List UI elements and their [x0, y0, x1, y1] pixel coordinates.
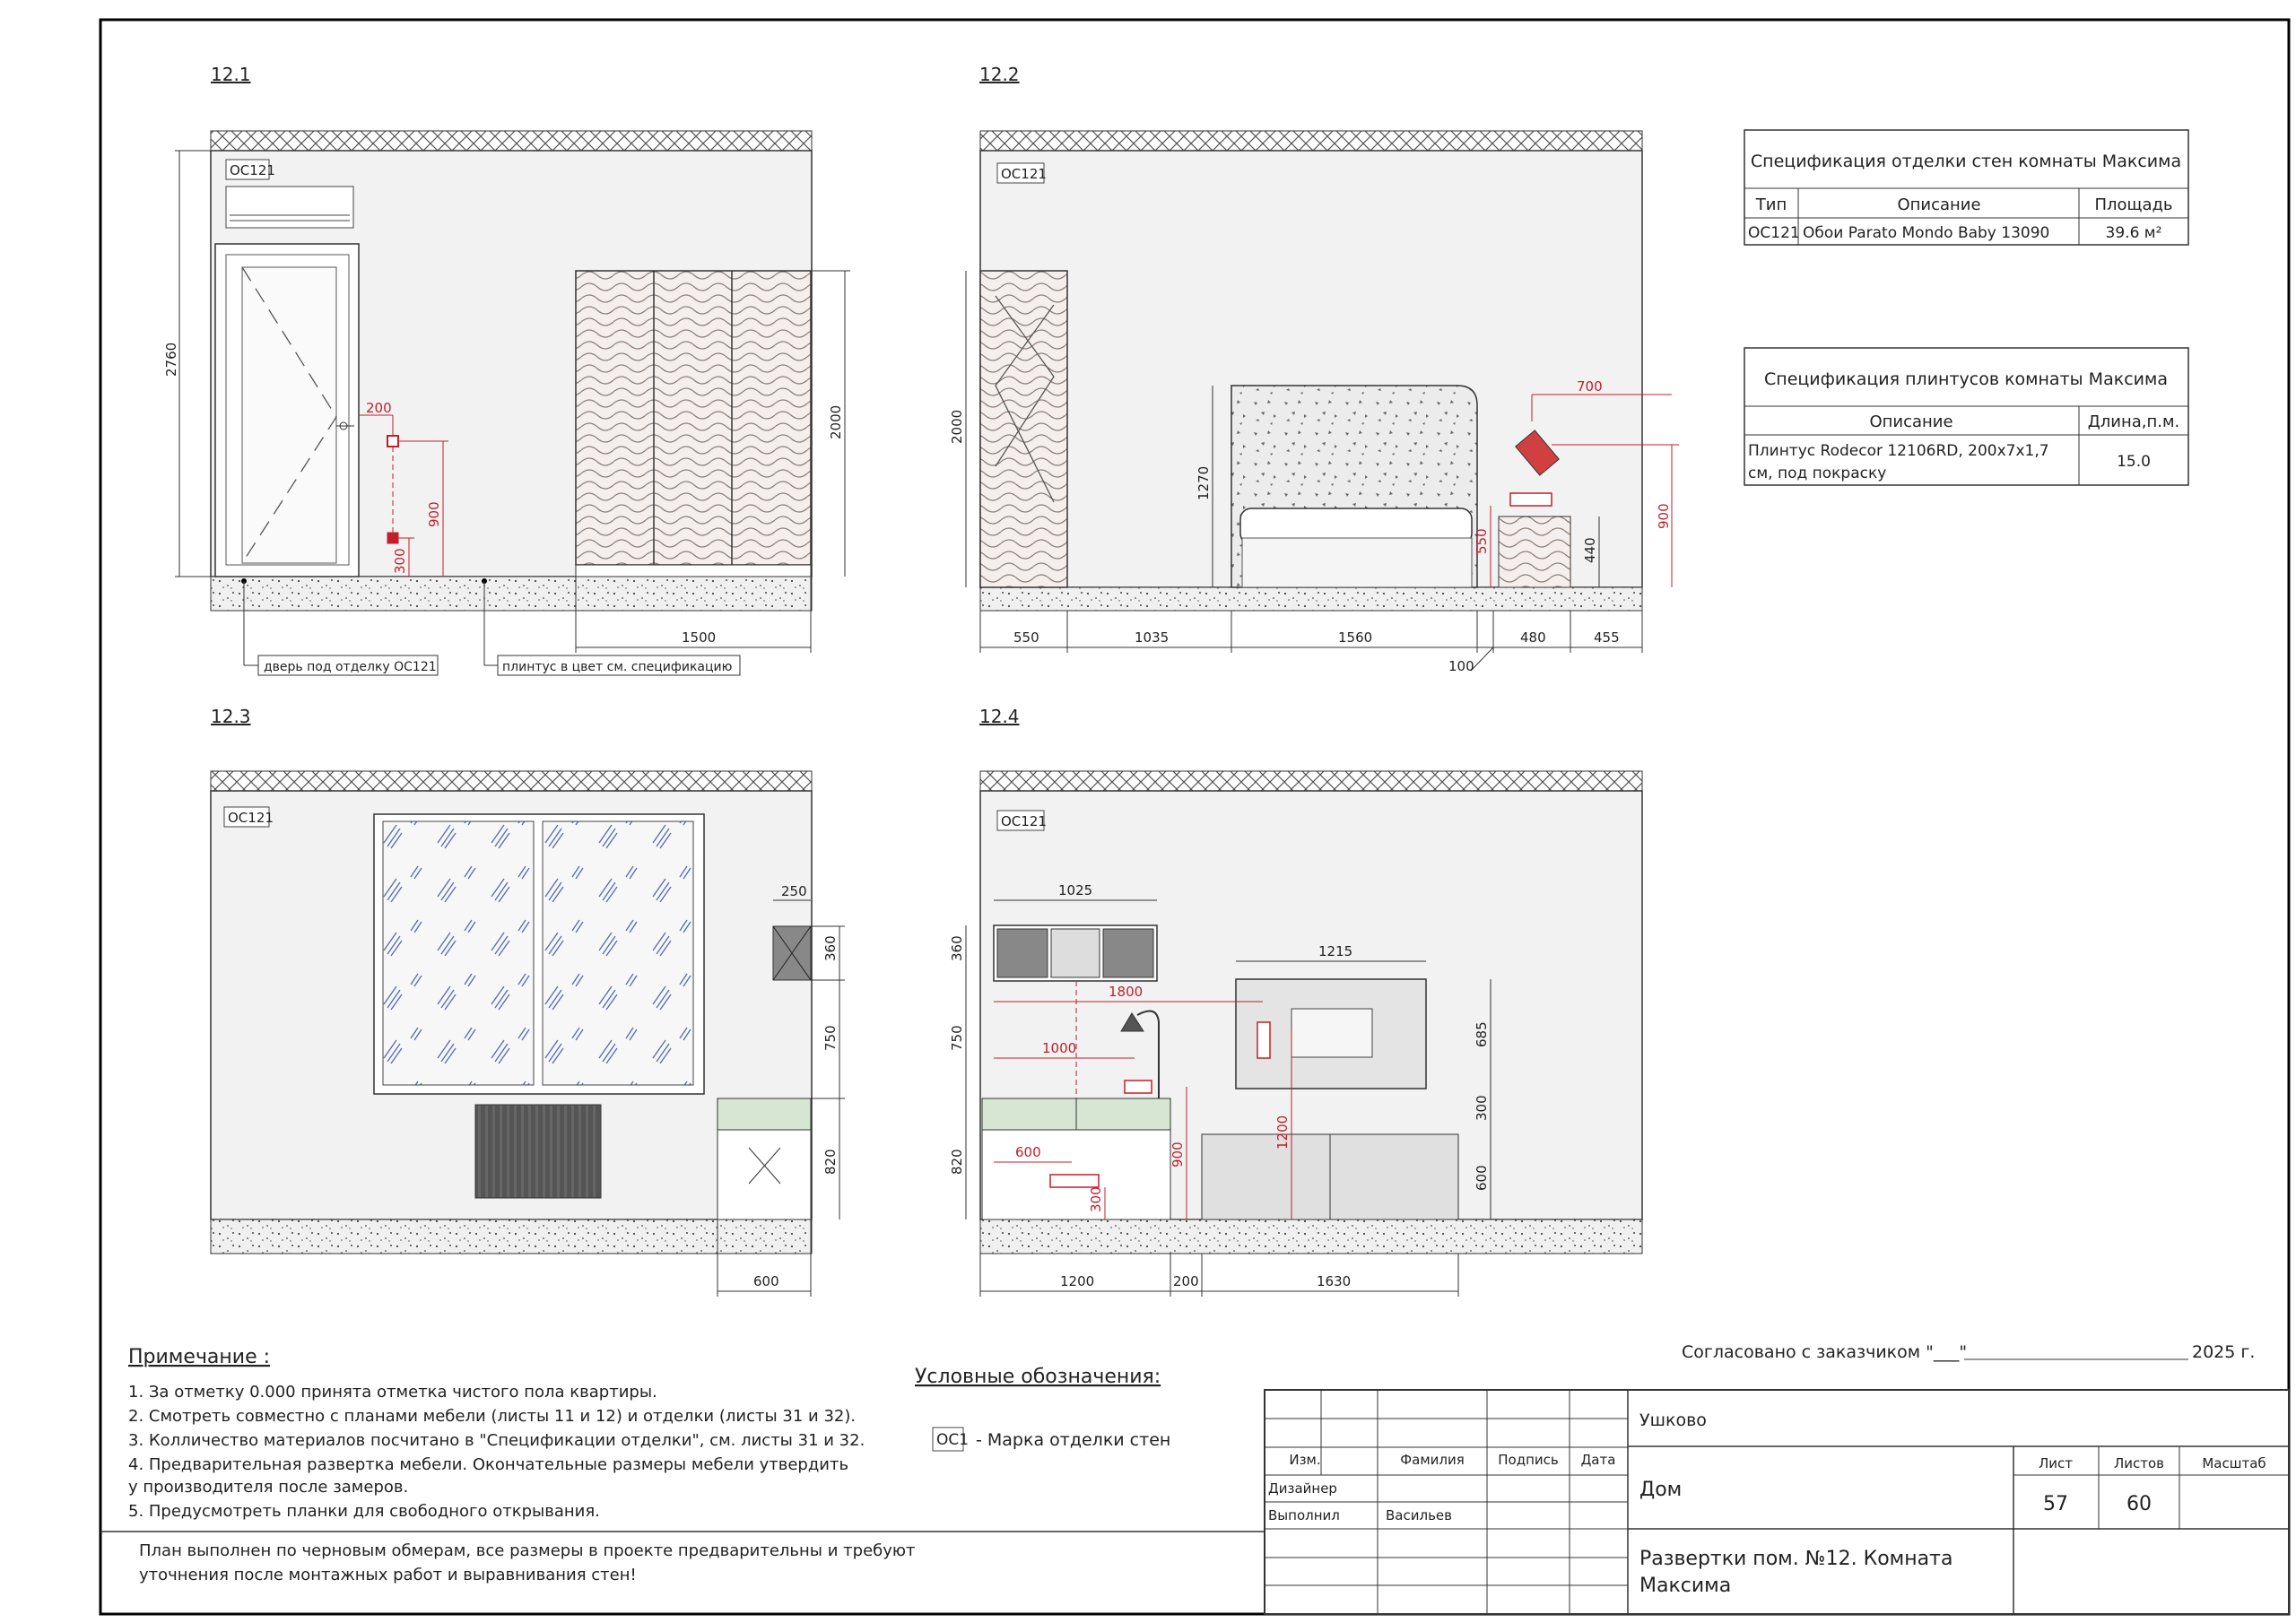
finish-mark-label: ОС121: [1001, 166, 1047, 182]
wall-spec-type: ОС121: [1748, 224, 1800, 242]
dim-bot2: 200: [1173, 1273, 1199, 1289]
dim-socket-h2: 300: [392, 548, 408, 574]
tb-col-izm: Изм.: [1289, 1452, 1321, 1468]
tb-col-name: Фамилия: [1400, 1452, 1465, 1468]
legend-title: Условные обозначения:: [915, 1366, 1161, 1388]
plinth-spec-title: Спецификация плинтусов комнаты Максима: [1764, 369, 2168, 389]
finish-mark-label: ОС121: [230, 162, 275, 178]
tb-col-sign: Подпись: [1498, 1452, 1559, 1468]
note-1: 1. За отметку 0.000 принята отметка чистого пола квартиры.: [128, 1383, 657, 1402]
disclaimer-1: План выполнен по черновым обмерам, все размеры в проекте предварительны и требуют: [139, 1541, 916, 1560]
dim-wardrobe-h: 2000: [828, 404, 844, 439]
dim-shelf-w: 1025: [1058, 882, 1093, 898]
view-label: 12.3: [211, 706, 251, 727]
dim-wall-height: 2760: [163, 342, 179, 377]
table-top: [718, 1098, 811, 1130]
wardrobe-side: [980, 271, 1067, 587]
dim-night-sock: 550: [1474, 528, 1490, 554]
tb-list-label: Лист: [2038, 1455, 2074, 1471]
wall-spec-area: 39.6 м²: [2105, 224, 2162, 242]
tb-scale-label: Масштаб: [2202, 1455, 2266, 1471]
dim-night-h: 440: [1582, 537, 1598, 563]
dim-low: 820: [949, 1149, 965, 1175]
plinth-spec-desc2: см, под покраску: [1748, 464, 1887, 482]
finish-mark-label: ОС121: [1001, 813, 1047, 829]
view-label: 12.4: [979, 706, 1020, 727]
wall-spec-h2: Описание: [1897, 195, 1981, 214]
dim-bot3: 1630: [1317, 1273, 1352, 1289]
plinth-spec-len: 15.0: [2117, 453, 2151, 471]
dim-b3: 1560: [1338, 629, 1373, 646]
dim-900: 900: [1170, 1141, 1186, 1167]
elevation-12-3: [211, 706, 845, 1297]
dim-b2: 1035: [1135, 629, 1170, 646]
tb-col-date: Дата: [1580, 1452, 1616, 1468]
disclaimer-2: уточнения после монтажных работ и выравнивания стен!: [139, 1566, 637, 1584]
dim-wardrobe-w: 1500: [682, 629, 717, 646]
dim-b4: 100: [1448, 658, 1474, 674]
wall-spec-title: Спецификация отделки стен комнаты Максима: [1750, 152, 2182, 171]
dim-lamp-h: 900: [1656, 503, 1672, 529]
callout-door-text: дверь под отделку ОС121: [264, 660, 437, 674]
note-3: 3. Колличество материалов посчитано в "Спецификации отделки", см. листы 31 и 32.: [128, 1431, 865, 1450]
tb-author-name: Васильев: [1386, 1507, 1452, 1523]
approval-suffix: 2025 г.: [2192, 1342, 2256, 1362]
dim-1800: 1800: [1109, 984, 1144, 1000]
dim-lamp-offset: 700: [1577, 378, 1603, 395]
plinth-spec-table: [1744, 348, 2188, 485]
radiator: [475, 1105, 601, 1198]
sockets-icon: [1510, 493, 1552, 506]
floor-slab: [211, 577, 812, 611]
elevation-12-4: [949, 706, 1642, 1297]
dim-mid: 750: [949, 1025, 965, 1051]
dim-shelf-h: 360: [949, 935, 965, 961]
dim-table-h: 820: [822, 1149, 839, 1175]
nightstand: [1499, 516, 1570, 587]
dim-1000: 1000: [1042, 1040, 1077, 1056]
dim-tv-h: 685: [1474, 1021, 1490, 1047]
dim-table-w: 600: [753, 1273, 779, 1289]
dim-b1: 550: [1013, 629, 1039, 646]
dim-b6: 455: [1594, 629, 1620, 646]
note-5: 5. Предусмотреть планки для свободного открывания.: [128, 1502, 600, 1521]
legend-text: - Марка отделки стен: [976, 1430, 1171, 1450]
tb-row-designer: Дизайнер: [1268, 1480, 1337, 1497]
tb-lists-label: Листов: [2113, 1455, 2165, 1471]
plinth-spec-h2: Длина,п.м.: [2087, 412, 2180, 431]
wall-spec-table: [1744, 130, 2188, 245]
dim-cab-h: 2000: [949, 409, 965, 444]
tb-row-author: Выполнил: [1268, 1507, 1340, 1523]
dim-gap: 750: [822, 1025, 839, 1051]
note-4: 4. Предварительная развертка мебели. Окончательные размеры мебели утвердить: [128, 1455, 849, 1474]
dim-box-h: 360: [822, 935, 839, 961]
approval-prefix: Согласовано с заказчиком "___": [1682, 1342, 1968, 1362]
tb-sheet-title-1: Развертки пом. №12. Комната: [1639, 1548, 1953, 1570]
elevation-12-1: [163, 64, 850, 675]
dim-gap300: 300: [1474, 1095, 1490, 1121]
tb-project: Ушково: [1639, 1410, 1707, 1430]
dim-sofa-h: 600: [1474, 1165, 1490, 1191]
legend-mark: ОС1: [936, 1431, 970, 1449]
wall-spec-h3: Площадь: [2094, 195, 2173, 214]
wardrobe: [576, 271, 811, 565]
socket-icon: [387, 436, 398, 447]
finish-mark-label: ОС121: [228, 810, 274, 826]
elevation-12-2: [949, 64, 1679, 674]
callout-plinth-text: плинтус в цвет см. спецификацию: [502, 660, 733, 674]
view-label: 12.1: [211, 64, 251, 85]
dim-bed-h: 1270: [1196, 465, 1212, 500]
notes-title: Примечание :: [128, 1346, 271, 1368]
air-conditioner: [226, 187, 353, 228]
dim-600: 600: [1015, 1144, 1041, 1160]
ceiling-hatch: [211, 131, 812, 151]
plinth-spec-h1: Описание: [1869, 412, 1953, 431]
dim-b5: 480: [1520, 629, 1546, 646]
dim-bot1: 1200: [1060, 1273, 1095, 1289]
tb-object: Дом: [1639, 1479, 1683, 1501]
tb-list-value: 57: [2043, 1493, 2068, 1515]
wall-spec-h1: Тип: [1755, 195, 1787, 214]
view-label: 12.2: [979, 64, 1020, 85]
dim-box-w: 250: [781, 883, 807, 899]
dim-1200: 1200: [1274, 1115, 1291, 1150]
wall-spec-desc: Обои Parato Mondo Baby 13090: [1803, 224, 2050, 242]
dim-300: 300: [1088, 1186, 1104, 1212]
tb-sheet-title-2: Максима: [1639, 1575, 1732, 1597]
note-4b: у производителя после замеров.: [128, 1478, 409, 1497]
dim-socket-h1: 900: [426, 501, 442, 527]
dim-socket-offset: 200: [366, 400, 392, 416]
dim-tv-w: 1215: [1318, 943, 1353, 959]
tb-lists-value: 60: [2126, 1493, 2152, 1515]
plinth-spec-desc1: Плинтус Rodecor 12106RD, 200х7х1,7: [1748, 442, 2049, 460]
switch-icon: [387, 533, 398, 543]
note-2: 2. Смотреть совместно с планами мебели (листы 11 и 12) и отделки (листы 31 и 32).: [128, 1407, 857, 1426]
